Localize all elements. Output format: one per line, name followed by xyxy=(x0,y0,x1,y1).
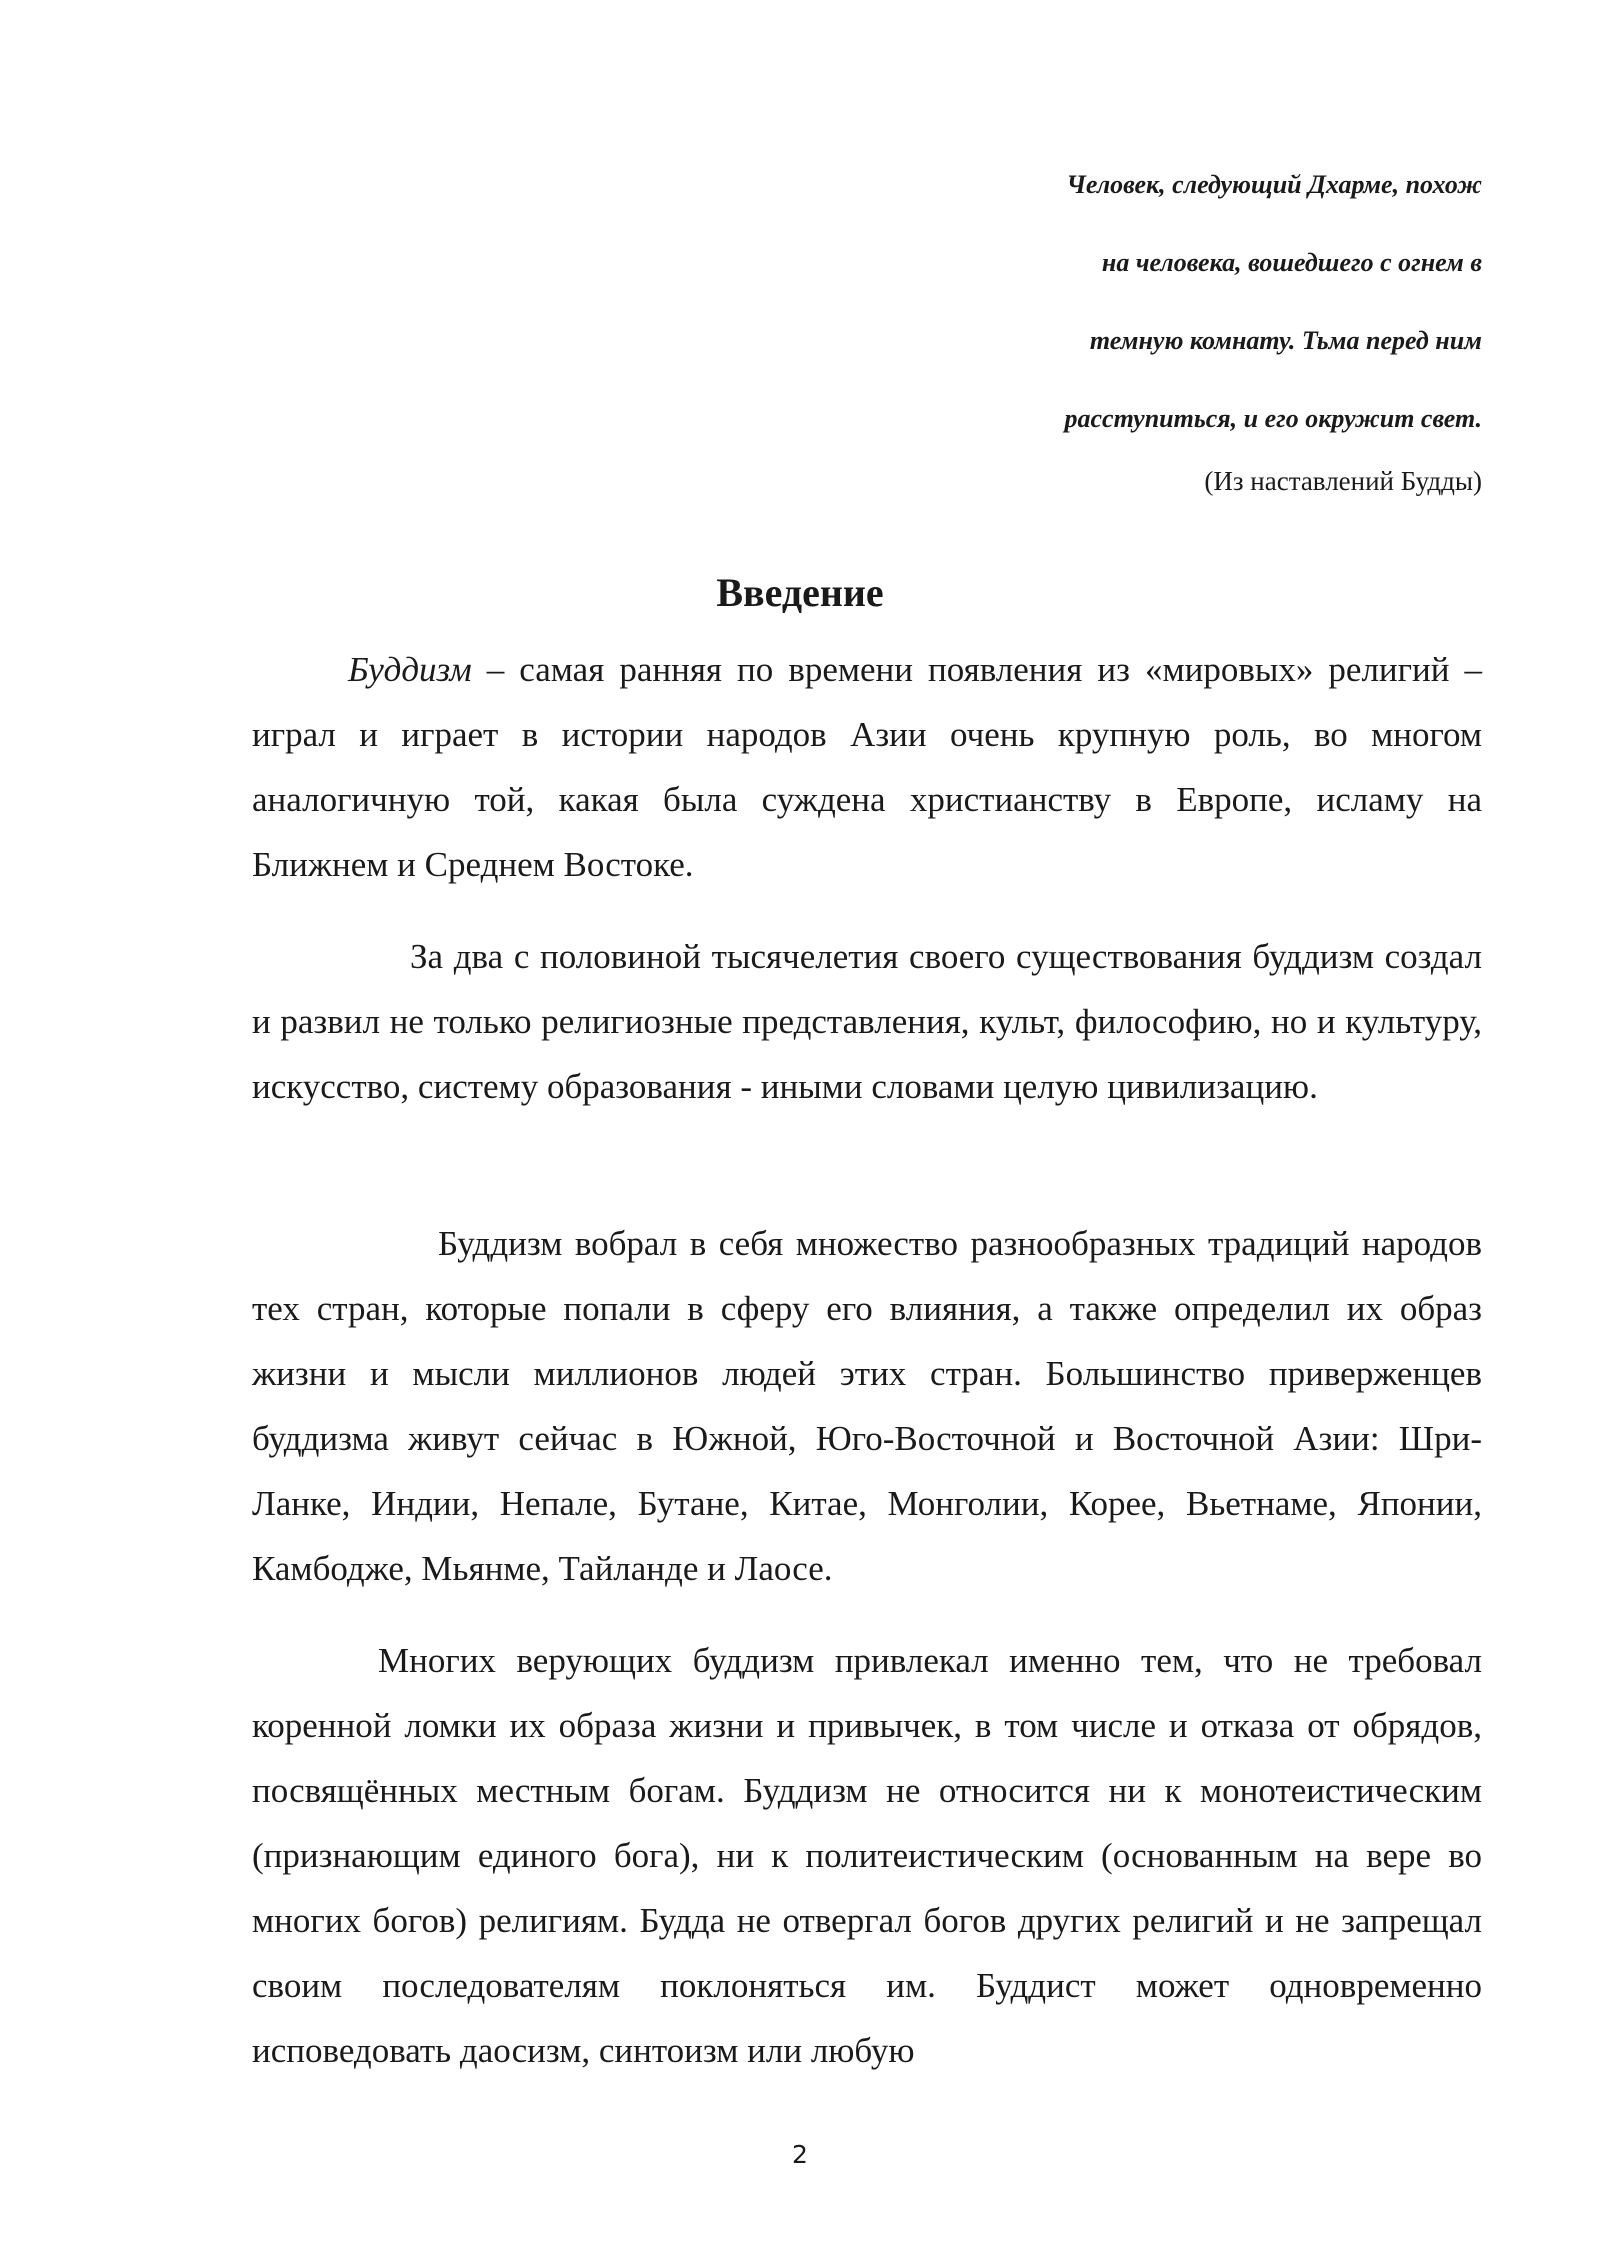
paragraph-text: Буддизм вобрал в себя множество разнообразных традиций народов тех стран, которые попали в сферу его влияния, а также определил их образ жизни и мысли миллионов людей этих стран. Большинство приверженцев буддизма живут сейчас в Южной, Юго-Восточной и Восточной Азии: Шри-Ланке, Индии, Непале, Бутане, Китае, Монголии, Корее, Вьетнаме, Японии, Камбодже, Мьянме, Тайланде и Лаосе. xyxy=(252,1224,1482,1588)
epigraph-line: на человека, вошедшего с огнем в xyxy=(1101,248,1482,277)
body-paragraph xyxy=(252,1628,1482,2083)
epigraph xyxy=(1065,146,1483,458)
paragraph-text: Многих верующих буддизм привлекал именно тем, что не требовал коренной ломки их образа жизни и привычек, в том числе и отказа от обрядов, посвящённых местным богам. Буддизм не относится ни к монотеистическим (признающим единого бога), ни к политеистическим (основанным на вере во многих богов) религиям. Будда не отвергал богов других религий и не запрещал своим последователям поклоняться им. Буддист может одновременно исповедовать даосизм, синтоизм или любую xyxy=(252,1641,1482,2070)
epigraph-line: темную комнату. Тьма перед ним xyxy=(1089,326,1482,355)
epigraph-line: расступиться, и его окружит свет. xyxy=(1064,404,1482,433)
paragraph-text: – самая ранняя по времени появления из «мировых» религий – играл и играет в истории народов Азии очень крупную роль, во многом аналогичную той, какая была суждена христианству в Европе, исламу на Ближнем и Среднем Востоке. xyxy=(252,650,1482,884)
section-heading: Введение xyxy=(716,569,884,615)
body-paragraph xyxy=(252,1211,1482,1601)
body-paragraph xyxy=(252,637,1482,897)
paragraph-term: Буддизм xyxy=(348,650,472,689)
epigraph-line: Человек, следующий Дхарме, похож xyxy=(1066,170,1482,199)
paragraph-text: За два с половиной тысячелетия своего существования буддизм создал и развил не только религиозные представления, культ, философию, но и культуру, искусство, систему образования - иными словами целую цивилизацию. xyxy=(252,937,1482,1106)
body-paragraph xyxy=(252,924,1482,1119)
page-number: 2 xyxy=(792,2140,808,2169)
epigraph-source: (Из наставлений Будды) xyxy=(1204,466,1482,496)
